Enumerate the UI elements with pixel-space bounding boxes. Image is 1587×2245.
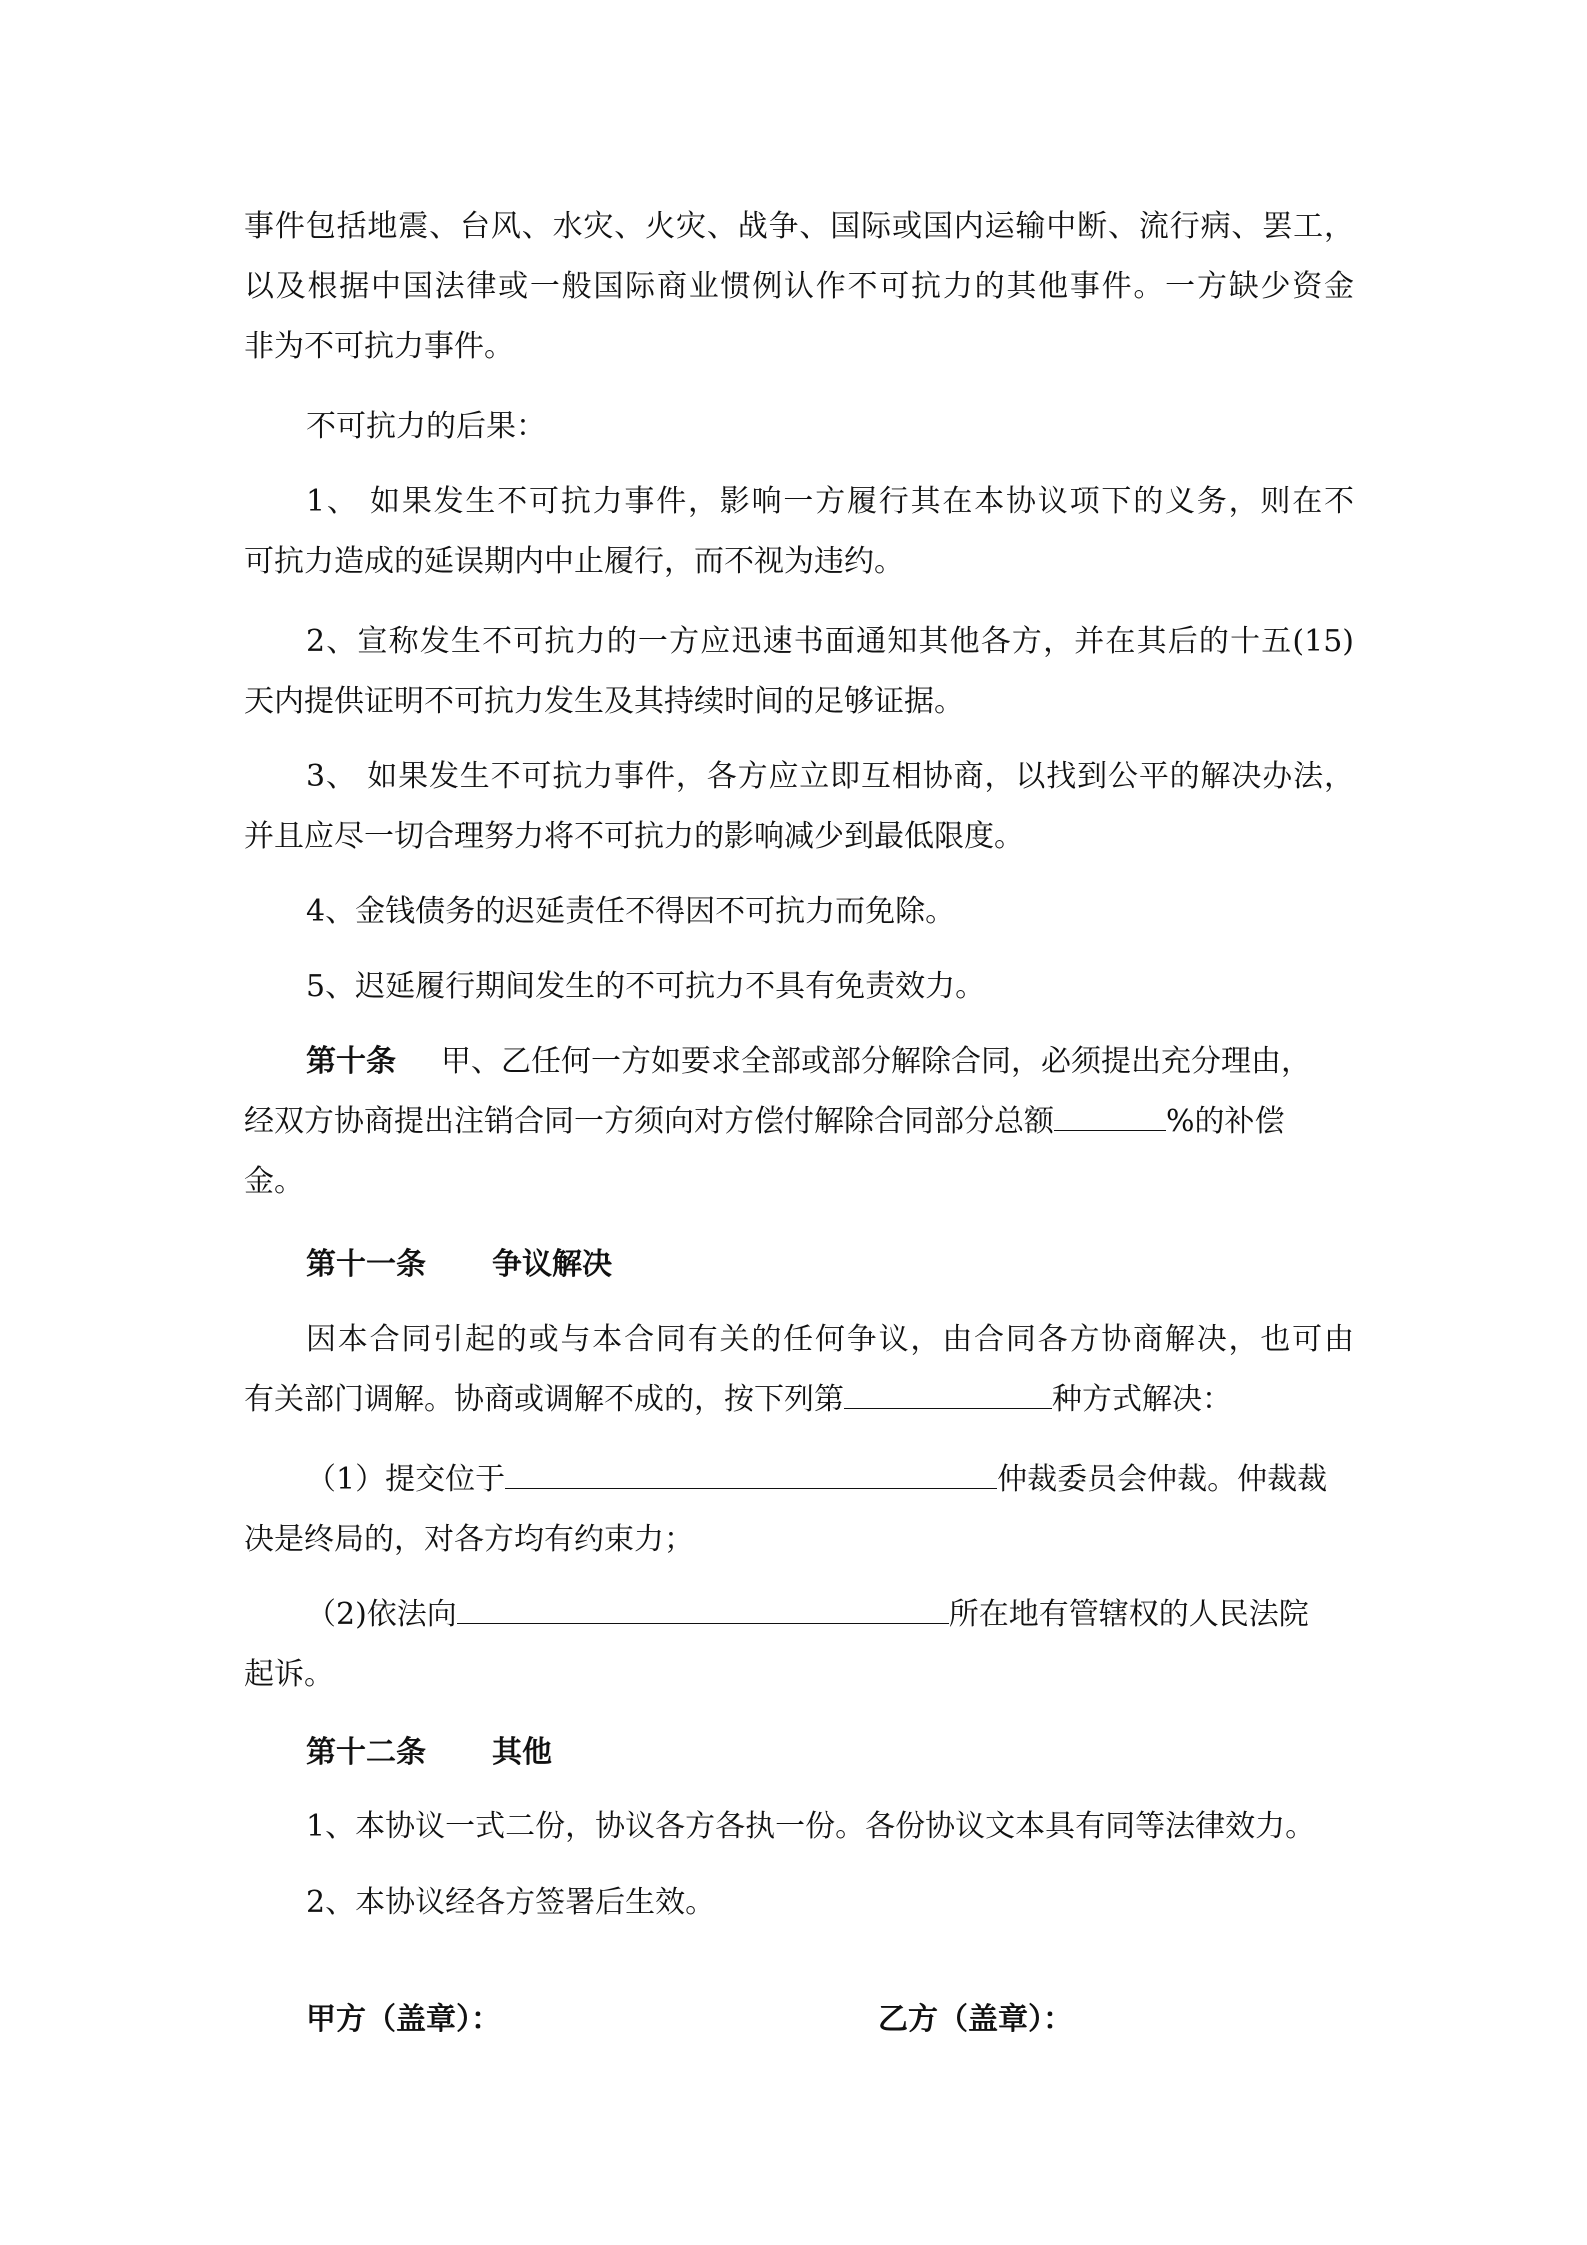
article-10-text: 经双方协商提出注销合同一方须向对方偿付解除合同部分总额 [244,1104,1054,1139]
party-a-signature-label: 甲方（盖章）： [306,2002,501,2037]
article-11-text: 有关部门调解。协商或调解不成的，按下列第 [244,1382,844,1417]
option-2-text: （2)依法向 [306,1597,457,1632]
article-12-item-2: 2、本协议经各方签署后生效。 [306,1885,716,1920]
force-majeure-text-line: 非为不可抗力事件。 [244,329,514,364]
article-12-item-1: 1、本协议一式二份，协议各方各执一份。各份协议文本具有同等法律效力。 [306,1809,1316,1844]
article-11-text: 因本合同引起的或与本合同有关的任何争议，由合同各方协商解决，也可由 [306,1322,1354,1357]
option-2-line [306,1595,1354,1635]
consequence-item-1: 1、 如果发生不可抗力事件，影响一方履行其在本协议项下的义务，则在不 [306,484,1354,519]
force-majeure-text-line: 以及根据中国法律或一般国际商业惯例认作不可抗力的其他事件。一方缺少资金 [244,269,1354,304]
article-12-title: 第十二条 [306,1735,426,1770]
option-2-line-2: 起诉。 [244,1657,334,1692]
compensation-percent-blank[interactable] [1054,1102,1166,1131]
consequence-item-3-cont: 并且应尽一切合理努力将不可抗力的影响减少到最低限度。 [244,819,1024,854]
article-11-subtitle: 争议解决 [492,1247,612,1282]
article-11-text: 种方式解决： [1052,1382,1232,1417]
article-10-line [306,1042,1354,1082]
article-10-text: %的补偿 [1166,1104,1285,1139]
article-10-line-3: 金。 [244,1164,304,1199]
option-1-line [306,1460,1354,1500]
dispute-method-blank[interactable] [844,1380,1052,1409]
arbitration-location-blank[interactable] [505,1460,997,1489]
consequence-item-2-cont: 天内提供证明不可抗力发生及其持续时间的足够证据。 [244,684,964,719]
consequence-item-2: 2、宣称发生不可抗力的一方应迅速书面通知其他各方，并在其后的十五(15) [306,624,1354,659]
article-11-title: 第十一条 [306,1247,426,1282]
consequence-item-3: 3、 如果发生不可抗力事件，各方应立即互相协商，以找到公平的解决办法， [306,759,1354,794]
article-10-title: 第十条 [306,1044,396,1079]
article-11-line-2 [244,1380,1354,1420]
option-1-line-2: 决是终局的，对各方均有约束力； [244,1522,694,1557]
court-location-blank[interactable] [457,1595,949,1624]
consequence-item-5: 5、迟延履行期间发生的不可抗力不具有免责效力。 [306,969,986,1004]
article-11-heading [306,1245,1354,1285]
party-b-signature-label: 乙方（盖章）： [878,2002,1073,2037]
consequence-item-4: 4、金钱债务的迟延责任不得因不可抗力而免除。 [306,894,956,929]
article-12-heading [306,1733,1354,1773]
option-1-text: 仲裁委员会仲裁。仲裁裁 [997,1462,1328,1497]
option-2-text: 所在地有管辖权的人民法院 [948,1597,1309,1632]
article-12-subtitle: 其他 [492,1735,552,1770]
option-1-text: （1）提交位于 [306,1462,506,1497]
force-majeure-text-line: 事件包括地震、台风、水灾、火灾、战争、国际或国内运输中断、流行病、罢工， [244,209,1354,244]
consequences-heading: 不可抗力的后果： [306,409,546,444]
article-10-line-2 [244,1102,1354,1142]
article-10-text: 甲、乙任何一方如要求全部或部分解除合同，必须提出充分理由， [441,1044,1311,1079]
consequence-item-1-cont: 可抗力造成的延误期内中止履行，而不视为违约。 [244,544,904,579]
